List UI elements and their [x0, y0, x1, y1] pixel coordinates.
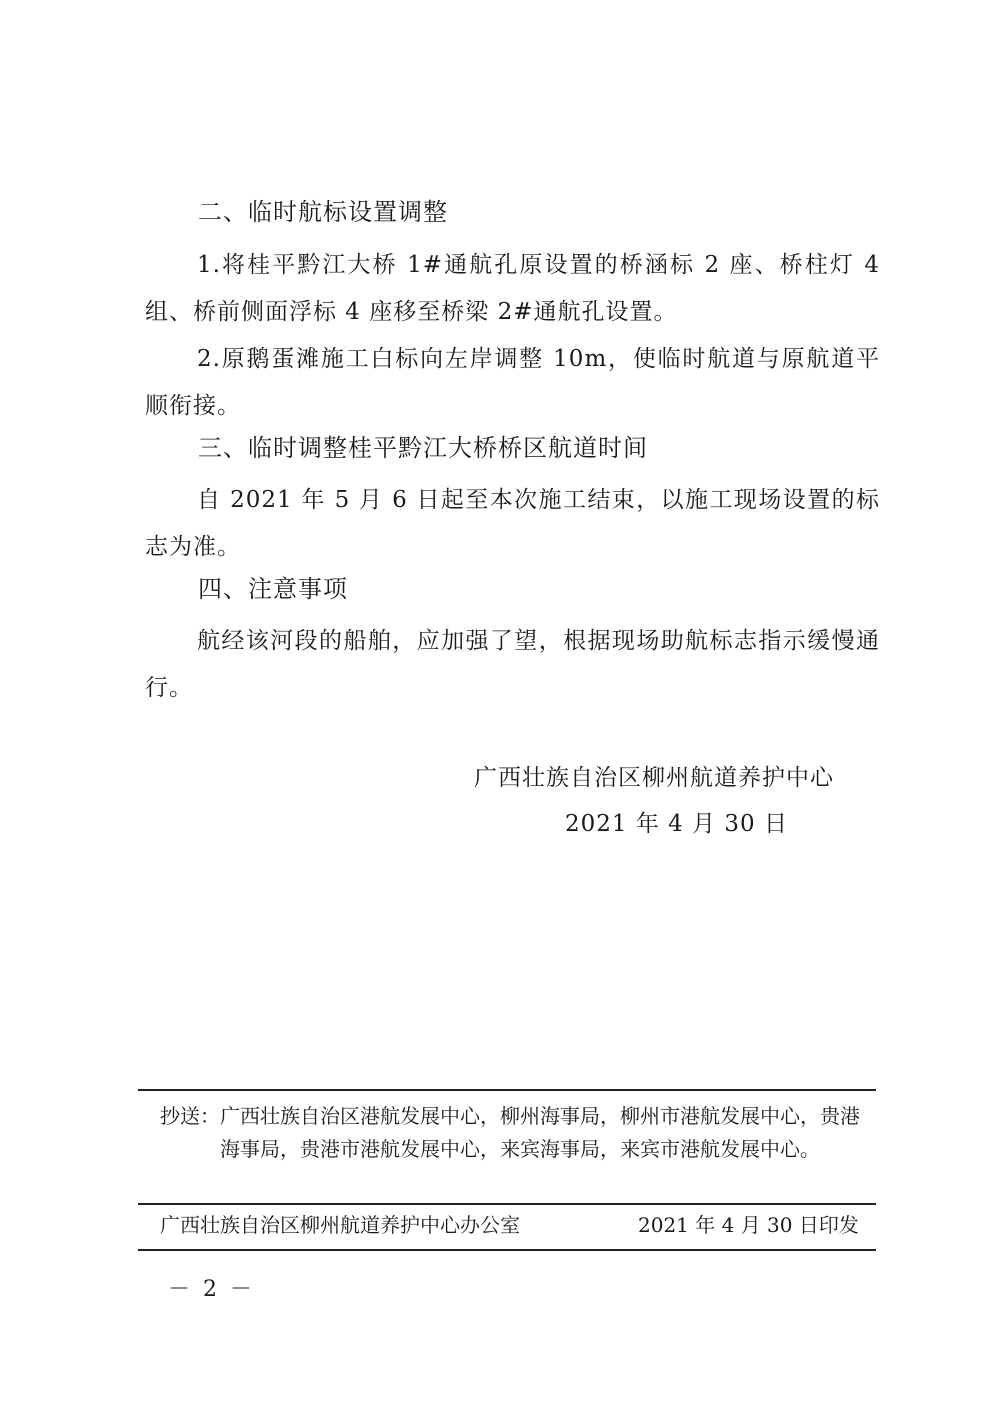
section-3-paragraph: 自 2021 年 5 月 6 日起至本次施工结束，以施工现场设置的标志为准。	[145, 487, 880, 560]
section-4-heading: 四、注意事项	[198, 575, 348, 603]
section-2-heading: 二、临时航标设置调整	[198, 198, 448, 226]
cc-label: 抄送：	[160, 1104, 220, 1128]
section-4-paragraph: 航经该河段的船舶，应加强了望，根据现场助航标志指示缓慢通行。	[145, 628, 880, 701]
cc-top-rule	[138, 1089, 876, 1091]
footer-bottom-rule	[138, 1249, 876, 1251]
cc-recipients: 广西壮族自治区港航发展中心，柳州海事局，柳州市港航发展中心，贵港海事局，贵港市港航发展中心，来宾海事局，来宾市港航发展中心。	[220, 1104, 860, 1161]
cc-block	[160, 1100, 876, 1166]
cc-bottom-rule	[138, 1203, 876, 1205]
section-2-paragraph-2: 2.原鹅蛋滩施工白标向左岸调整 10m，使临时航道与原航道平顺衔接。	[145, 346, 880, 419]
signature-date: 2021 年 4 月 30 日	[565, 811, 788, 837]
section-3-heading: 三、临时调整桂平黔江大桥桥区航道时间	[198, 434, 648, 462]
section-2-paragraph-1: 1.将桂平黔江大桥 1#通航孔原设置的桥涵标 2 座、桥柱灯 4 组、桥前侧面浮标 4 座移至桥梁 2#通航孔设置。	[145, 252, 880, 325]
footer-print-date: 2021 年 4 月 30 日印发	[638, 1213, 859, 1237]
signature-organization: 广西壮族自治区柳州航道养护中心	[474, 765, 834, 791]
footer-issuer: 广西壮族自治区柳州航道养护中心办公室	[160, 1213, 520, 1237]
page-number: － 2 －	[168, 1277, 255, 1302]
